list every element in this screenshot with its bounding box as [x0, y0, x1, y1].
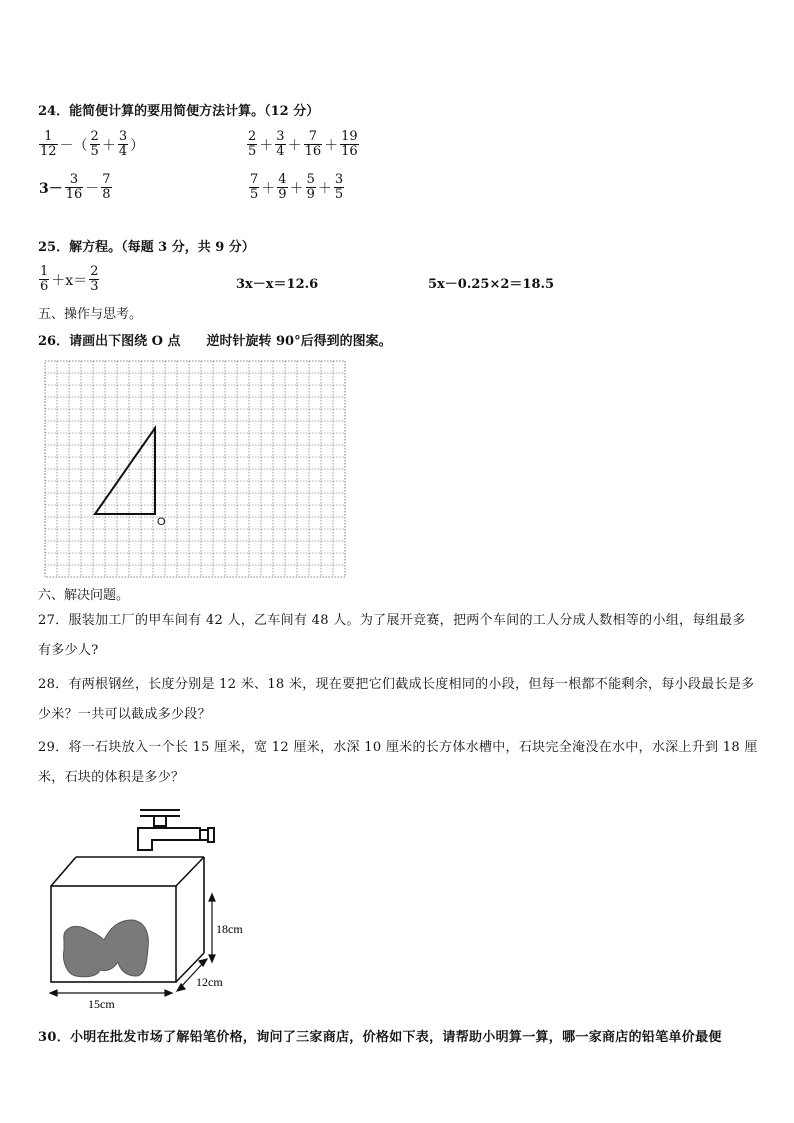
q24-title: 24．能简便计算的要用简便方法计算。（12 分） — [38, 104, 320, 119]
length-label: 15cm — [88, 997, 115, 1011]
fraction: $\frac{19}{16}$ — [341, 129, 358, 159]
q24-expr-4: $\frac{7}{5}$ ＋ $\frac{4}{9}$ ＋ $\frac{5}{9}$ ＋ $\frac{3}{5}$ — [250, 172, 344, 202]
q25-equation-2: 3x－x＝12.6 — [236, 277, 319, 292]
rotation-grid — [44, 360, 346, 578]
q24-expr-1: $\frac{1}{12}$ －（ $\frac{2}{5}$ ＋ $\frac{3}{4}$ ） — [40, 129, 145, 159]
q27-text: 27．服装加工厂的甲车间有 42 人，乙车间有 48 人。为了展开竞赛，把两个车间的工人分成人数相等的小组，每组最多有多少人? — [38, 613, 746, 658]
fraction: $\frac{4}{9}$ — [278, 172, 287, 202]
length-arrow — [50, 990, 172, 996]
fraction: $\frac{3}{16}$ — [65, 172, 83, 202]
q28-text: 28．有两根钢丝，长度分别是 12 米、18 米，现在要把它们截成长度相同的小段，但每一根都不能剩余，每小段最长是多少米？一共可以截成多少段？ — [38, 677, 755, 722]
section-six-heading: 六、解决问题。 — [38, 588, 130, 603]
fraction: $\frac{7}{5}$ — [250, 172, 259, 202]
fraction: $\frac{1}{12}$ — [40, 129, 57, 159]
q26-title: 26．请画出下图绕 O 点 逆时针旋转 90°后得到的图案。 — [38, 334, 392, 349]
height-arrow — [209, 894, 215, 962]
q25-equation-1: $\frac{1}{6}$ ＋x＝ $\frac{2}{3}$ — [40, 264, 99, 294]
q24-expr-3: 3－ $\frac{3}{16}$ － $\frac{7}{8}$ — [39, 172, 111, 202]
width-label: 12cm — [196, 975, 223, 989]
q30-text: 30．小明在批发市场了解铅笔价格，询问了三家商店，价格如下表，请帮助小明算一算，哪一家商店的铅笔单价最便 — [38, 1030, 722, 1045]
stone-shape — [64, 920, 149, 977]
fraction: $\frac{7}{8}$ — [102, 172, 111, 202]
fraction: $\frac{7}{16}$ — [304, 129, 322, 159]
faucet-icon — [138, 810, 214, 850]
fraction: $\frac{3}{4}$ — [118, 129, 128, 159]
q25-equation-3: 5x－0.25×2＝18.5 — [428, 277, 555, 292]
triangle-shape — [95, 428, 155, 514]
fraction: $\frac{1}{6}$ — [40, 264, 49, 294]
fraction: $\frac{5}{9}$ — [306, 172, 315, 202]
height-label: 18cm — [216, 922, 243, 936]
fraction: $\frac{3}{5}$ — [334, 172, 344, 202]
fraction: $\frac{3}{4}$ — [276, 129, 285, 159]
fraction: $\frac{2}{5}$ — [248, 129, 257, 159]
fraction: $\frac{2}{3}$ — [90, 264, 99, 294]
water-tank-figure — [40, 800, 280, 1015]
q24-expr-2: $\frac{2}{5}$ ＋ $\frac{3}{4}$ ＋ $\frac{7}{16}$ ＋ $\frac{19}{16}$ — [248, 129, 358, 159]
q25-title: 25．解方程。（每题 3 分，共 9 分） — [38, 240, 255, 255]
fraction: $\frac{2}{5}$ — [90, 129, 99, 159]
point-o-label: O — [157, 516, 166, 528]
section-five-heading: 五、操作与思考。 — [38, 307, 143, 322]
q29-text: 29．将一石块放入一个长 15 厘米，宽 12 厘米，水深 10 厘米的长方体水槽中，石块完全淹没在水中，水深上升到 18 厘米，石块的体积是多少？ — [38, 740, 758, 785]
